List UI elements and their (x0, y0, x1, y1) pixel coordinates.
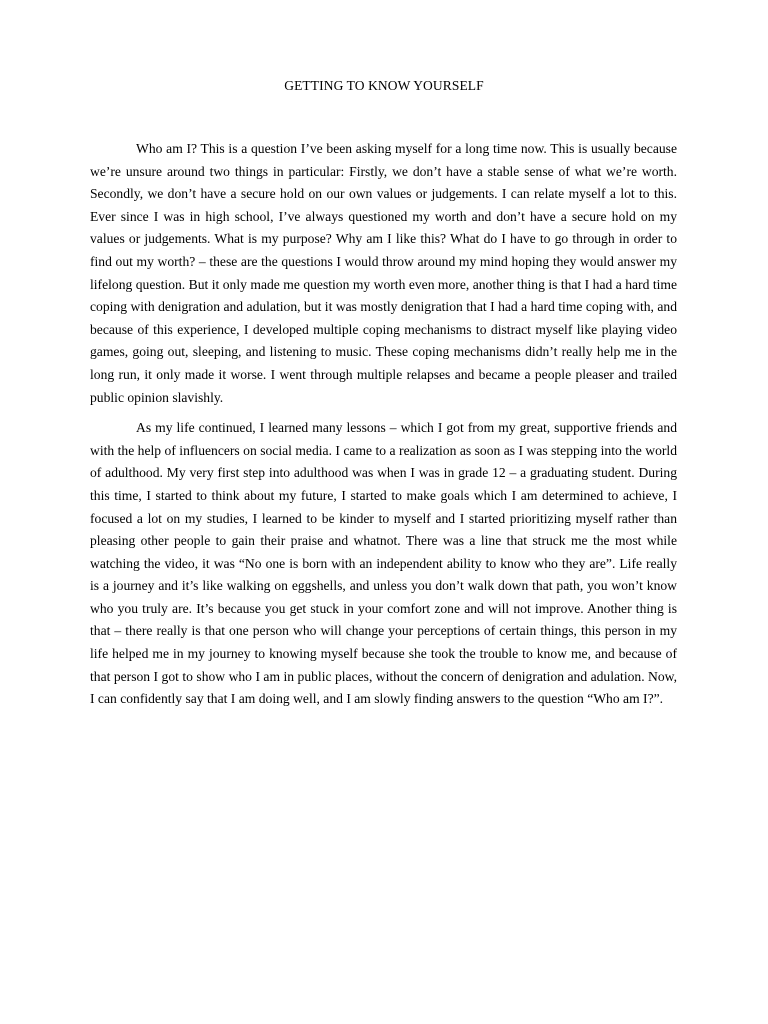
paragraph: As my life continued, I learned many lessons – which I got from my great, supportive friends and with the help of influencers on social media. I came to a realization as soon as I was stepping into the world of adulthood. My very first step into adulthood was when I was in grade 12 – a graduating student. During this time, I started to think about my future, I started to make goals which I am determined to achieve, I focused a lot on my studies, I learned to be kinder to myself and I started prioritizing myself rather than pleasing other people to gain their praise and whatnot. There was a line that struck me the most while watching the video, it was “No one is born with an independent ability to know who they are”. Life really is a journey and it’s like walking on eggshells, and unless you don’t walk down that path, you won’t know who you truly are. It’s because you get stuck in your comfort zone and will not improve. Another thing is that – there really is that one person who will change your perceptions of certain things, this person in my life helped me in my journey to knowing myself because she took the trouble to know me, and because of that person I got to show who I am in public places, without the concern of denigration and adulation. Now, I can confidently say that I am doing well, and I am slowly finding answers to the question “Who am I?”. (90, 420, 677, 707)
document-title: GETTING TO KNOW YOURSELF (284, 78, 484, 93)
paragraph: Who am I? This is a question I’ve been asking myself for a long time now. This is usually because we’re unsure around two things in particular: Firstly, we don’t have a stable sense of what we’re worth. Secondly, we don’t have a secure hold on our own values or judgements. I can relate myself a lot to this. Ever since I was in high school, I’ve always questioned my worth and don’t have a secure hold on my values or judgements. What is my purpose? Why am I like this? What do I have to go through in order to find out my worth? – these are the questions I would throw around my mind hoping they would answer my lifelong question. But it only made me question my worth even more, another thing is that I had a hard time coping with denigration and adulation, but it was mostly denigration that I had a hard time coping with, and because of this experience, I developed multiple coping mechanisms to distract myself like playing video games, going out, sleeping, and listening to music. These coping mechanisms didn’t really help me in the long run, it only made it worse. I went through multiple relapses and became a people pleaser and trailed public opinion slavishly. (90, 141, 677, 405)
document-body (90, 138, 677, 719)
